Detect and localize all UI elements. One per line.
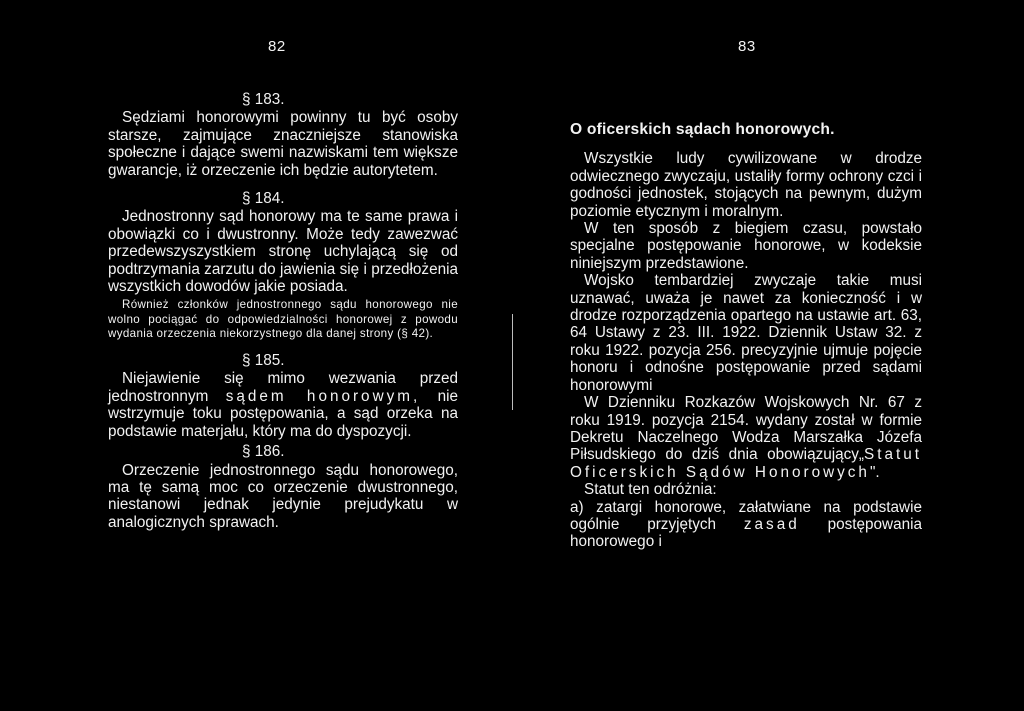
right-paragraph-6 (570, 499, 922, 551)
right-paragraph-4 (570, 394, 922, 481)
left-column (108, 91, 458, 531)
section-185-text-a: Niejawienie się mimo wezwania przed jednostronnym (108, 370, 458, 405)
page-number-left: 82 (268, 38, 286, 55)
right-paragraph-1: Wszystkie ludy cywilizowane w drodze odwiecznego zwyczaju, ustaliły formy ochrony czci i godności jednostek, stojących na pewnym, dużym poziomie etycznym i moralnym. (570, 150, 922, 220)
section-186-text: Orzeczenie jednostronnego sądu honorowego, ma tę samą moc co orzeczenie dwustronnego, niestanowi jednak jedynie prejudykatu w analogicznych sprawach. (108, 461, 458, 531)
section-183-text: Sędziami honorowymi powinny tu być osoby starsze, zajmujące znaczniejsze stanowiska społeczne i dające swemi nazwiskami tem większe gwarancje, iż orzeczenie ich będzie autorytetem. (108, 109, 458, 179)
right-paragraph-2: W ten sposób z biegiem czasu, powstało specjalne postępowanie honorowe, w kodeksie niniejszym przedstawione. (570, 220, 922, 272)
section-185-text-spaced: sądem honorowym, (225, 387, 421, 405)
right-paragraph-6-b: postępowania honorowego i (570, 515, 922, 551)
right-paragraph-5: Statut ten odróżnia: (584, 481, 717, 499)
section-184-text: Jednostronny sąd honorowy ma te same prawa i obowiązki co i dwustronny. Może tedy zawezwać przedewszyszystkiem stronę uchylającą się od podtrzymania zarzutu do jawienia się i przedłożenia wszystkich dowodów jakie posiada. (108, 208, 458, 296)
section-183-heading: § 183. (242, 91, 285, 108)
right-paragraph-4-a: W Dzienniku Rozkazów Wojskowych Nr. 67 z roku 1919. pozycja 2154. wydany został w formie Dekretu Naczelnego Wodza Marszałka Józefa Piłsudskiego do dziś dnia obowiązujący„ (570, 394, 922, 464)
section-186-heading: § 186. (242, 443, 285, 461)
section-185-text-b: nie wstrzymuje toku postępowania, a sąd orzeka na podstawie materjału, który ma do dyspozycji. (108, 387, 459, 440)
right-paragraph-6-a: a) zatargi honorowe, załatwiane na podstawie ogólnie przyjętych (570, 498, 922, 533)
section-185-text (108, 370, 458, 440)
section-185-heading: § 185. (242, 352, 285, 370)
right-paragraph-4-spaced: Statut Oficerskich Sądów Honorowych (570, 446, 922, 481)
page-number-right: 83 (738, 38, 756, 55)
right-paragraph-4-b: ". (869, 463, 880, 481)
chapter-title: O oficerskich sądach honorowych. (570, 121, 835, 138)
section-184-heading: § 184. (242, 190, 285, 208)
right-page (512, 0, 1024, 711)
right-paragraph-6-spaced: zasad (743, 515, 800, 533)
right-paragraph-3: Wojsko tembardziej zwyczaje takie musi uznawać, uważa je nawet za konieczność i w drodze rozporządzenia opartego na ustawie art. 63, 64 Ustawy z 23. III. 1922. Dziennik Ustaw 32. z roku 1922. pozycja 256. precyzyjnie ujmuje pojęcie honoru i odnośne postępowanie przed sądami honorowymi (570, 272, 922, 394)
section-184-note: Również członków jednostronnego sądu honorowego nie wolno pociągać do odpowiedzialności honorowej z powodu wydania orzeczenia niekorzystnego dla danej strony (§ 42). (108, 298, 458, 340)
right-column (570, 121, 922, 551)
